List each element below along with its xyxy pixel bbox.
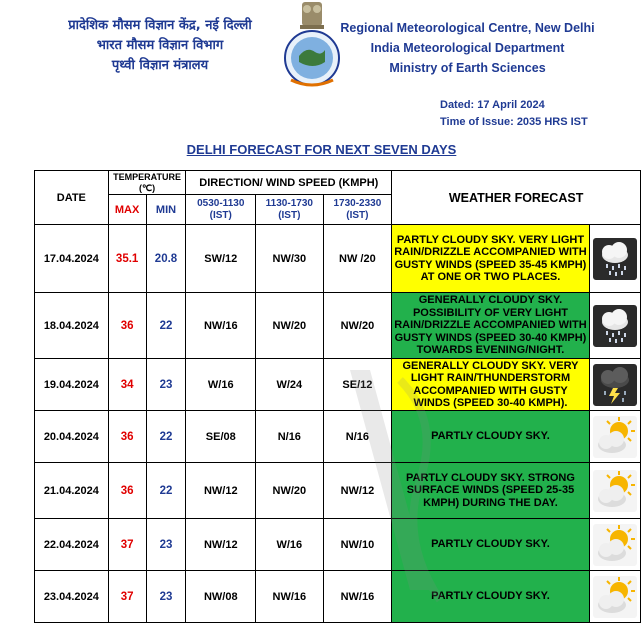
table-row: [35, 411, 641, 463]
wind-header: DIRECTION/ WIND SPEED (KMPH): [186, 171, 392, 195]
wind-slot1-cell: SE/08: [186, 411, 256, 463]
min-temp-cell: 23: [146, 571, 186, 623]
english-line-3: Ministry of Earth Sciences: [389, 61, 546, 75]
wind-slot2-cell: NW/20: [256, 463, 324, 519]
wind-slot1-cell: NW/16: [186, 293, 256, 359]
wind-slot2-cell: NW/20: [256, 293, 324, 359]
date-header: DATE: [35, 171, 109, 225]
hindi-line-1: प्रादेशिक मौसम विज्ञान केंद्र, नई दिल्ली: [68, 18, 252, 33]
forecast-cell: PARTLY CLOUDY SKY.: [392, 519, 590, 571]
partly-cloudy-icon: [593, 416, 637, 458]
hindi-line-3: पृथ्वी विज्ञान मंत्रालय: [111, 58, 209, 73]
min-header: MIN: [146, 195, 186, 225]
weather-icon-cell: [589, 411, 640, 463]
forecast-cell: PARTLY CLOUDY SKY. VERY LIGHT RAIN/DRIZZLE ACCOMPANIED WITH GUSTY WINDS (SPEED 35-45 KMPH) AT ONE OR TWO PLACES.: [392, 225, 590, 293]
max-temp-cell: 37: [108, 571, 146, 623]
slot1-header: [186, 195, 256, 225]
hindi-header: [60, 16, 260, 76]
max-temp-cell: 37: [108, 519, 146, 571]
forecast-cell: PARTLY CLOUDY SKY.: [392, 571, 590, 623]
wind-slot2-cell: N/16: [256, 411, 324, 463]
wind-slot3-cell: NW/20: [323, 293, 392, 359]
min-temp-cell: 23: [146, 359, 186, 411]
forecast-title-text: DELHI FORECAST FOR NEXT SEVEN DAYS: [186, 142, 457, 157]
temperature-label: TEMPERATURE: [113, 171, 181, 182]
english-line-2: India Meteorological Department: [370, 41, 565, 55]
max-header: MAX: [108, 195, 146, 225]
table-row: [35, 519, 641, 571]
date-cell: 21.04.2024: [35, 463, 109, 519]
table-row: [35, 463, 641, 519]
slot2-ist: (IST): [278, 209, 301, 221]
max-temp-cell: 35.1: [108, 225, 146, 293]
table-row: [35, 225, 641, 293]
temperature-unit: (℃): [139, 182, 156, 193]
imd-emblem-logo: [283, 0, 341, 90]
table-row: [35, 571, 641, 623]
rain-cloud-icon: [593, 238, 637, 280]
min-temp-cell: 22: [146, 411, 186, 463]
wind-slot1-cell: W/16: [186, 359, 256, 411]
english-header: [335, 18, 600, 78]
weather-forecast-header: WEATHER FORECAST: [392, 171, 641, 225]
forecast-title: [0, 141, 643, 159]
date-cell: 20.04.2024: [35, 411, 109, 463]
date-cell: 18.04.2024: [35, 293, 109, 359]
english-line-1: Regional Meteorological Centre, New Delhi: [340, 21, 595, 35]
slot3-header: [323, 195, 392, 225]
partly-cloudy-icon: [593, 576, 637, 618]
wind-slot2-cell: W/16: [256, 519, 324, 571]
wind-slot2-cell: NW/30: [256, 225, 324, 293]
dated-text: Dated: 17 April 2024: [440, 99, 545, 111]
date-cell: 22.04.2024: [35, 519, 109, 571]
wind-slot3-cell: NW /20: [323, 225, 392, 293]
weather-icon-cell: [589, 519, 640, 571]
wind-slot1-cell: NW/12: [186, 463, 256, 519]
wind-slot3-cell: NW/12: [323, 463, 392, 519]
slot1-ist: (IST): [209, 209, 232, 221]
wind-slot2-cell: NW/16: [256, 571, 324, 623]
date-cell: 17.04.2024: [35, 225, 109, 293]
weather-icon-cell: [589, 463, 640, 519]
max-temp-cell: 36: [108, 411, 146, 463]
wind-slot1-cell: SW/12: [186, 225, 256, 293]
min-temp-cell: 22: [146, 293, 186, 359]
time-of-issue-text: Time of Issue: 2035 HRS IST: [440, 116, 588, 128]
rain-cloud-icon: [593, 305, 637, 347]
forecast-cell: GENERALLY CLOUDY SKY. VERY LIGHT RAIN/THUNDERSTORM ACCOMPANIED WITH GUSTY WINDS (SPEED 30-40 KMPH).: [392, 359, 590, 411]
forecast-cell: GENERALLY CLOUDY SKY. POSSIBILITY OF VERY LIGHT RAIN/DRIZZLE ACCOMPANIED WITH GUSTY WINDS (SPEED 30-40 KMPH) TOWARDS EVENING/NIGHT.: [392, 293, 590, 359]
wind-slot3-cell: NW/16: [323, 571, 392, 623]
partly-cloudy-icon: [593, 470, 637, 512]
slot3-time: 1730-2330: [333, 197, 382, 209]
max-temp-cell: 34: [108, 359, 146, 411]
wind-slot2-cell: W/24: [256, 359, 324, 411]
forecast-cell: PARTLY CLOUDY SKY. STRONG SURFACE WINDS (SPEED 25-35 KMPH) DURING THE DAY.: [392, 463, 590, 519]
wind-slot3-cell: SE/12: [323, 359, 392, 411]
slot3-ist: (IST): [346, 209, 369, 221]
thunderstorm-icon: [593, 364, 637, 406]
min-temp-cell: 20.8: [146, 225, 186, 293]
header-row-1: [35, 171, 641, 195]
weather-icon-cell: [589, 571, 640, 623]
weather-icon-cell: [589, 359, 640, 411]
weather-icon-cell: [589, 225, 640, 293]
slot2-header: [256, 195, 324, 225]
partly-cloudy-icon: [593, 524, 637, 566]
date-cell: 19.04.2024: [35, 359, 109, 411]
wind-slot3-cell: NW/10: [323, 519, 392, 571]
wind-slot1-cell: NW/08: [186, 571, 256, 623]
slot1-time: 0530-1130: [197, 197, 245, 209]
wind-slot3-cell: N/16: [323, 411, 392, 463]
wind-slot1-cell: NW/12: [186, 519, 256, 571]
forecast-cell: PARTLY CLOUDY SKY.: [392, 411, 590, 463]
weather-icon-cell: [589, 293, 640, 359]
issue-info: [440, 97, 588, 131]
date-cell: 23.04.2024: [35, 571, 109, 623]
slot2-time: 1130-1730: [265, 197, 313, 209]
hindi-line-2: भारत मौसम विज्ञान विभाग: [96, 38, 224, 53]
max-temp-cell: 36: [108, 463, 146, 519]
max-temp-cell: 36: [108, 293, 146, 359]
table-row: [35, 359, 641, 411]
min-temp-cell: 23: [146, 519, 186, 571]
forecast-table: [34, 170, 641, 623]
min-temp-cell: 22: [146, 463, 186, 519]
temperature-header: [108, 171, 186, 195]
table-row: [35, 293, 641, 359]
